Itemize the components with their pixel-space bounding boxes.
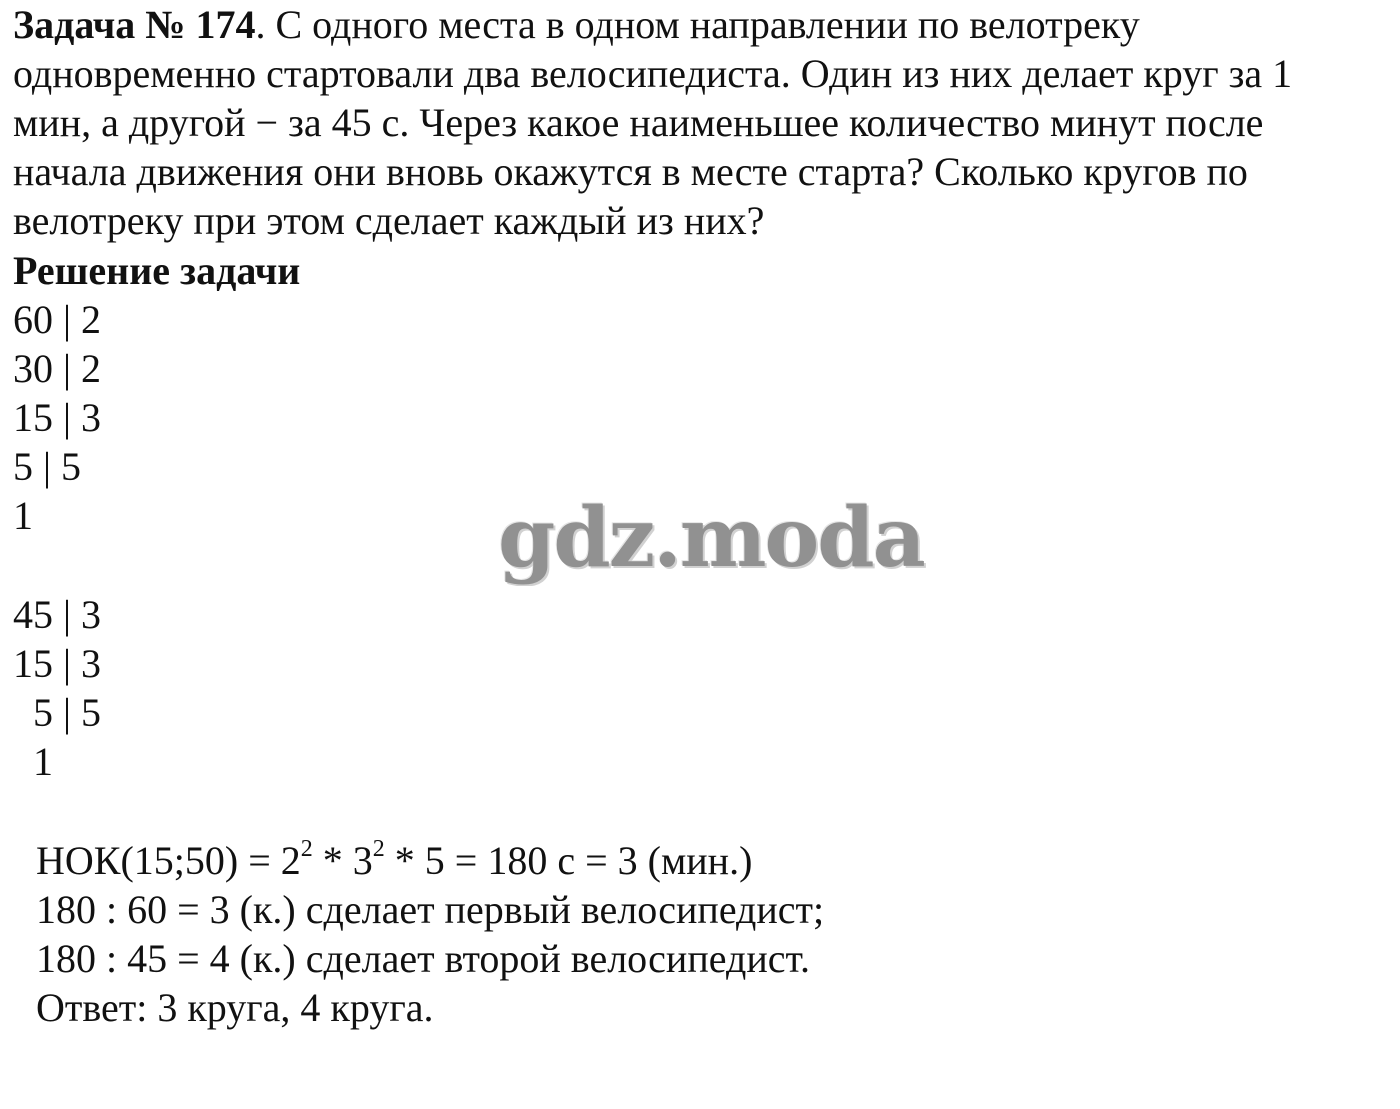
- factor-row: 1: [13, 493, 33, 538]
- watermark-logo: gdz.moda: [498, 490, 924, 586]
- factor-row: 30 | 2: [13, 346, 102, 391]
- factor-row: 45 | 3: [13, 592, 102, 637]
- answer-line: Ответ: 3 круга, 4 круга.: [36, 985, 434, 1030]
- task-text-line: . С одного места в одном направлении по велотреку: [255, 2, 1140, 47]
- lcm-line: НОК(15;50) = $2^2 * 3^2 * 5 = 180$ с = 3 (мин.): [36, 835, 753, 883]
- factor-row: 5 | 5: [13, 690, 102, 735]
- solution-heading: Решение задачи: [13, 248, 301, 293]
- task-text-line: мин, а другой − за 45 с. Через какое наименьшее количество минут после: [13, 100, 1264, 145]
- solution-line: 180 : 45 = 4 (к.) сделает второй велосипедист.: [36, 936, 810, 981]
- exponent: 2: [300, 835, 313, 862]
- solution-line: 180 : 60 = 3 (к.) сделает первый велосипедист;: [36, 887, 825, 932]
- factor-row: 15 | 3: [13, 641, 102, 686]
- factor-row: 1: [13, 739, 53, 784]
- task-text-line: велотреку при этом сделает каждый из них?: [13, 198, 765, 243]
- exponent: 2: [372, 835, 385, 862]
- task-line-1: [13, 0, 1140, 49]
- task-text-line: начала движения они вновь окажутся в месте старта? Сколько кругов по: [13, 149, 1248, 194]
- factor-row: 5 | 5: [13, 444, 82, 489]
- task-text-line: одновременно стартовали два велосипедиста. Один из них делает круг за 1: [13, 51, 1293, 96]
- factor-row: 15 | 3: [13, 395, 102, 440]
- factor-row: 60 | 2: [13, 297, 102, 342]
- task-title: Задача № 174: [13, 2, 256, 47]
